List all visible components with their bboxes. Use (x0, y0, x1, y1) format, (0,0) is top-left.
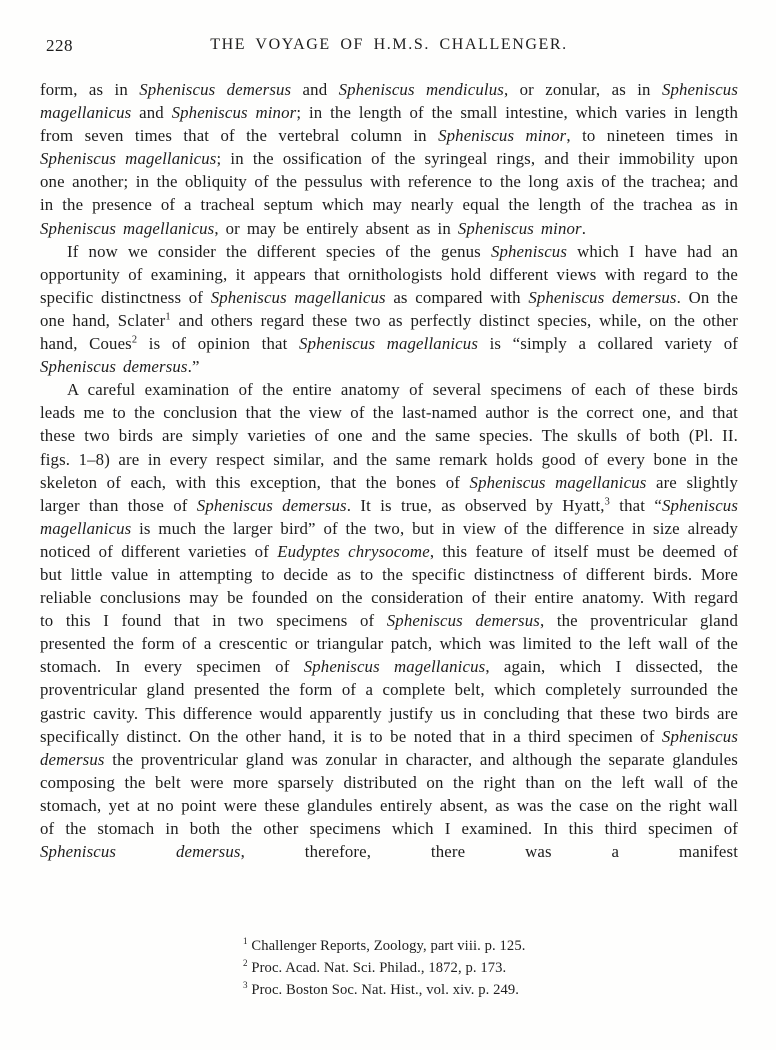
text-run: , therefore, there was a manifest (240, 842, 739, 862)
footnote-marker: 2 (243, 957, 248, 968)
species-name: Spheniscus demersus (528, 287, 677, 307)
footnote-marker: 1 (243, 936, 248, 947)
footnotes (243, 936, 525, 1001)
footnote-reference: 2 (131, 334, 138, 346)
species-name: Spheniscus demersus (40, 726, 738, 769)
text-run: ; in the ossification of the syringeal rings, and their immobility upon one another; in the obliquity of the pessulus with reference to the long axis of the trachea; and in the presence of a tracheal septum which may nearly equal the length of the trachea as in (40, 149, 738, 215)
text-run: If now we consider the different species of the genus (67, 241, 491, 261)
text-run: , or may be entirely absent as in (214, 218, 458, 238)
paragraph (40, 378, 738, 863)
footnote-text: Proc. Acad. Nat. Sci. Philad., 1872, p. 173. (247, 959, 507, 976)
species-name: Spheniscus magellanicus (40, 80, 739, 123)
text-run: A careful examination of the entire anatomy of several specimens of each of these birds leads me to the conclusion that the view of the last-named author is the correct one, and that these two birds are simply varieties of one and the same species. The skulls of both (Pl. II. figs. 1–8) are in every respect similar, and the same remark holds good of every bone in the skeleton of each, with this exception, that the bones of (40, 380, 738, 492)
footnote-reference: 3 (604, 496, 611, 508)
text-run: that “ (610, 495, 662, 515)
text-run: . It is true, as observed by Hyatt, (346, 495, 605, 515)
text-run: and (131, 103, 172, 123)
species-name: Spheniscus magellanicus (303, 657, 486, 677)
text-run: ; in the length of the small intestine, which varies in length from seven times that of the vertebral column in (40, 103, 738, 146)
footnote-text: Proc. Boston Soc. Nat. Hist., vol. xiv. p. 249. (247, 981, 520, 998)
page-header (40, 36, 738, 54)
page-number: 228 (46, 36, 73, 55)
footnote (243, 958, 525, 980)
species-name: Spheniscus demersus (40, 842, 241, 862)
species-name: Spheniscus demersus (139, 80, 292, 99)
text-run: the proventricular gland was zonular in character, and although the separate glandules composing the belt were more sparsely distributed on the right than on the left wall of the stomach, yet at no point were these glandules entirely absent, as was the case on the right wall of the stomach in both the other specimens which I examined. In this third specimen of (40, 749, 738, 838)
paragraph (40, 240, 738, 379)
text-run: and (291, 80, 339, 99)
paragraph (40, 78, 738, 240)
footnote-text: Challenger Reports, Zoology, part viii. p. 125. (247, 938, 526, 954)
text-run: and others regard these two as perfectly distinct species, while, on the other hand, Coues (40, 310, 738, 354)
text-run: . On the one hand, Sclater (40, 287, 739, 330)
text-run: as compared with (385, 287, 529, 307)
footnote-marker: 3 (243, 979, 248, 990)
footnote (243, 936, 525, 958)
text-run: form, as in (40, 80, 140, 99)
text-run: , this feature of itself must be deemed of but little value in attempting to decide as to the specific distinctness of different birds. More reliable conclusions may be founded on the consideration of their entire anatomy. With regard to this I found that in two specimens of (40, 541, 738, 631)
footnote (243, 980, 525, 1002)
species-name: Spheniscus minor (457, 218, 582, 238)
text-run: , to nineteen times in (566, 126, 738, 146)
species-name: Spheniscus magellanicus (469, 472, 647, 492)
text-run: , the proventricular gland presented the form of a crescentic or triangular patch, which was limited to the left wall of the stomach. In every specimen of (40, 611, 738, 677)
species-name: Spheniscus magellanicus (299, 334, 478, 354)
species-name: Spheniscus mendiculus (338, 80, 504, 99)
species-name: Spheniscus minor (438, 126, 567, 146)
species-name: Spheniscus demersus (196, 495, 347, 515)
species-name: Spheniscus minor (171, 103, 297, 123)
species-name: Spheniscus demersus (386, 611, 540, 631)
species-name: Spheniscus demersus (40, 357, 188, 377)
species-name: Spheniscus magellanicus (210, 287, 386, 307)
species-name: Spheniscus (490, 241, 568, 261)
species-name: Spheniscus magellanicus (40, 495, 739, 538)
text-run: , again, which I dissected, the proventricular gland presented the form of a complete belt, which completely surrounded the gastric cavity. This difference would apparently justify us in concluding that these two birds are specifically distinct. On the other hand, it is to be noted that in a third specimen of (40, 657, 738, 746)
text-run: , or zonular, as in (503, 80, 662, 99)
text-run: which I have had an opportunity of examining, it appears that ornithologists hold different views with regard to the specific distinctness of (40, 241, 738, 307)
text-run: is much the larger bird” of the two, but in view of the difference in size already noticed of different varieties of (40, 518, 738, 561)
species-name: Spheniscus magellanicus (40, 149, 217, 169)
text-run: . (581, 218, 587, 238)
text-run: is “simply a collared variety of (478, 334, 738, 354)
body-text (40, 78, 738, 863)
text-run: are slightly larger than those of (40, 472, 738, 515)
species-name: Spheniscus magellanicus (40, 218, 215, 238)
text-run: .” (187, 357, 200, 377)
footnote-reference: 1 (165, 311, 171, 323)
text-run: is of opinion that (137, 334, 300, 354)
running-title: THE VOYAGE OF H.M.S. CHALLENGER. (210, 36, 568, 53)
species-name: Eudyptes chrysocome (277, 541, 430, 561)
